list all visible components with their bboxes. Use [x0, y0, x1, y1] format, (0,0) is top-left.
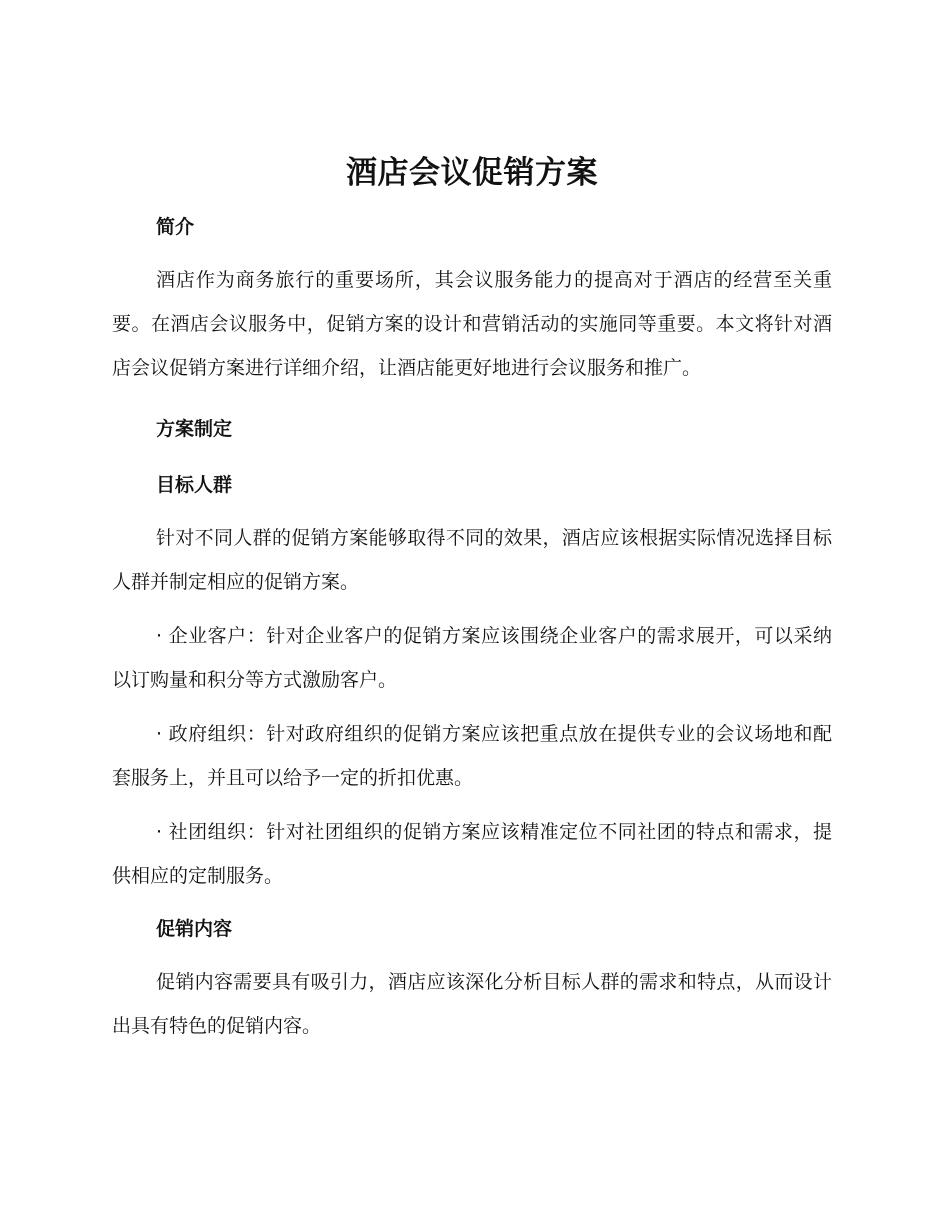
content-paragraph: 促销内容需要具有吸引力，酒店应该深化分析目标人群的需求和特点，从而设计出具有特色的促销内容。 — [112, 971, 832, 1037]
list-item-enterprise: · 企业客户：针对企业客户的促销方案应该围绕企业客户的需求展开，可以采纳以订购量和积分等方式激励客户。 — [112, 625, 832, 691]
section-heading-target: 目标人群 — [156, 474, 233, 496]
document-title: 酒店会议促销方案 — [346, 155, 598, 191]
list-item-government: · 政府组织：针对政府组织的促销方案应该把重点放在提供专业的会议场地和配套服务上，并且可以给予一定的折扣优惠。 — [112, 723, 832, 789]
section-heading-plan: 方案制定 — [156, 418, 233, 440]
list-item-association: · 社团组织：针对社团组织的促销方案应该精准定位不同社团的特点和需求，提供相应的定制服务。 — [112, 821, 832, 887]
target-paragraph: 针对不同人群的促销方案能够取得不同的效果，酒店应该根据实际情况选择目标人群并制定相应的促销方案。 — [112, 527, 832, 593]
intro-paragraph: 酒店作为商务旅行的重要场所，其会议服务能力的提高对于酒店的经营至关重要。在酒店会议服务中，促销方案的设计和营销活动的实施同等重要。本文将针对酒店会议促销方案进行详细介绍，让酒店能更好地进行会议服务和推广。 — [112, 269, 832, 379]
section-heading-intro: 简介 — [156, 216, 195, 238]
section-heading-content: 促销内容 — [156, 918, 233, 940]
document-page — [112, 150, 832, 1048]
